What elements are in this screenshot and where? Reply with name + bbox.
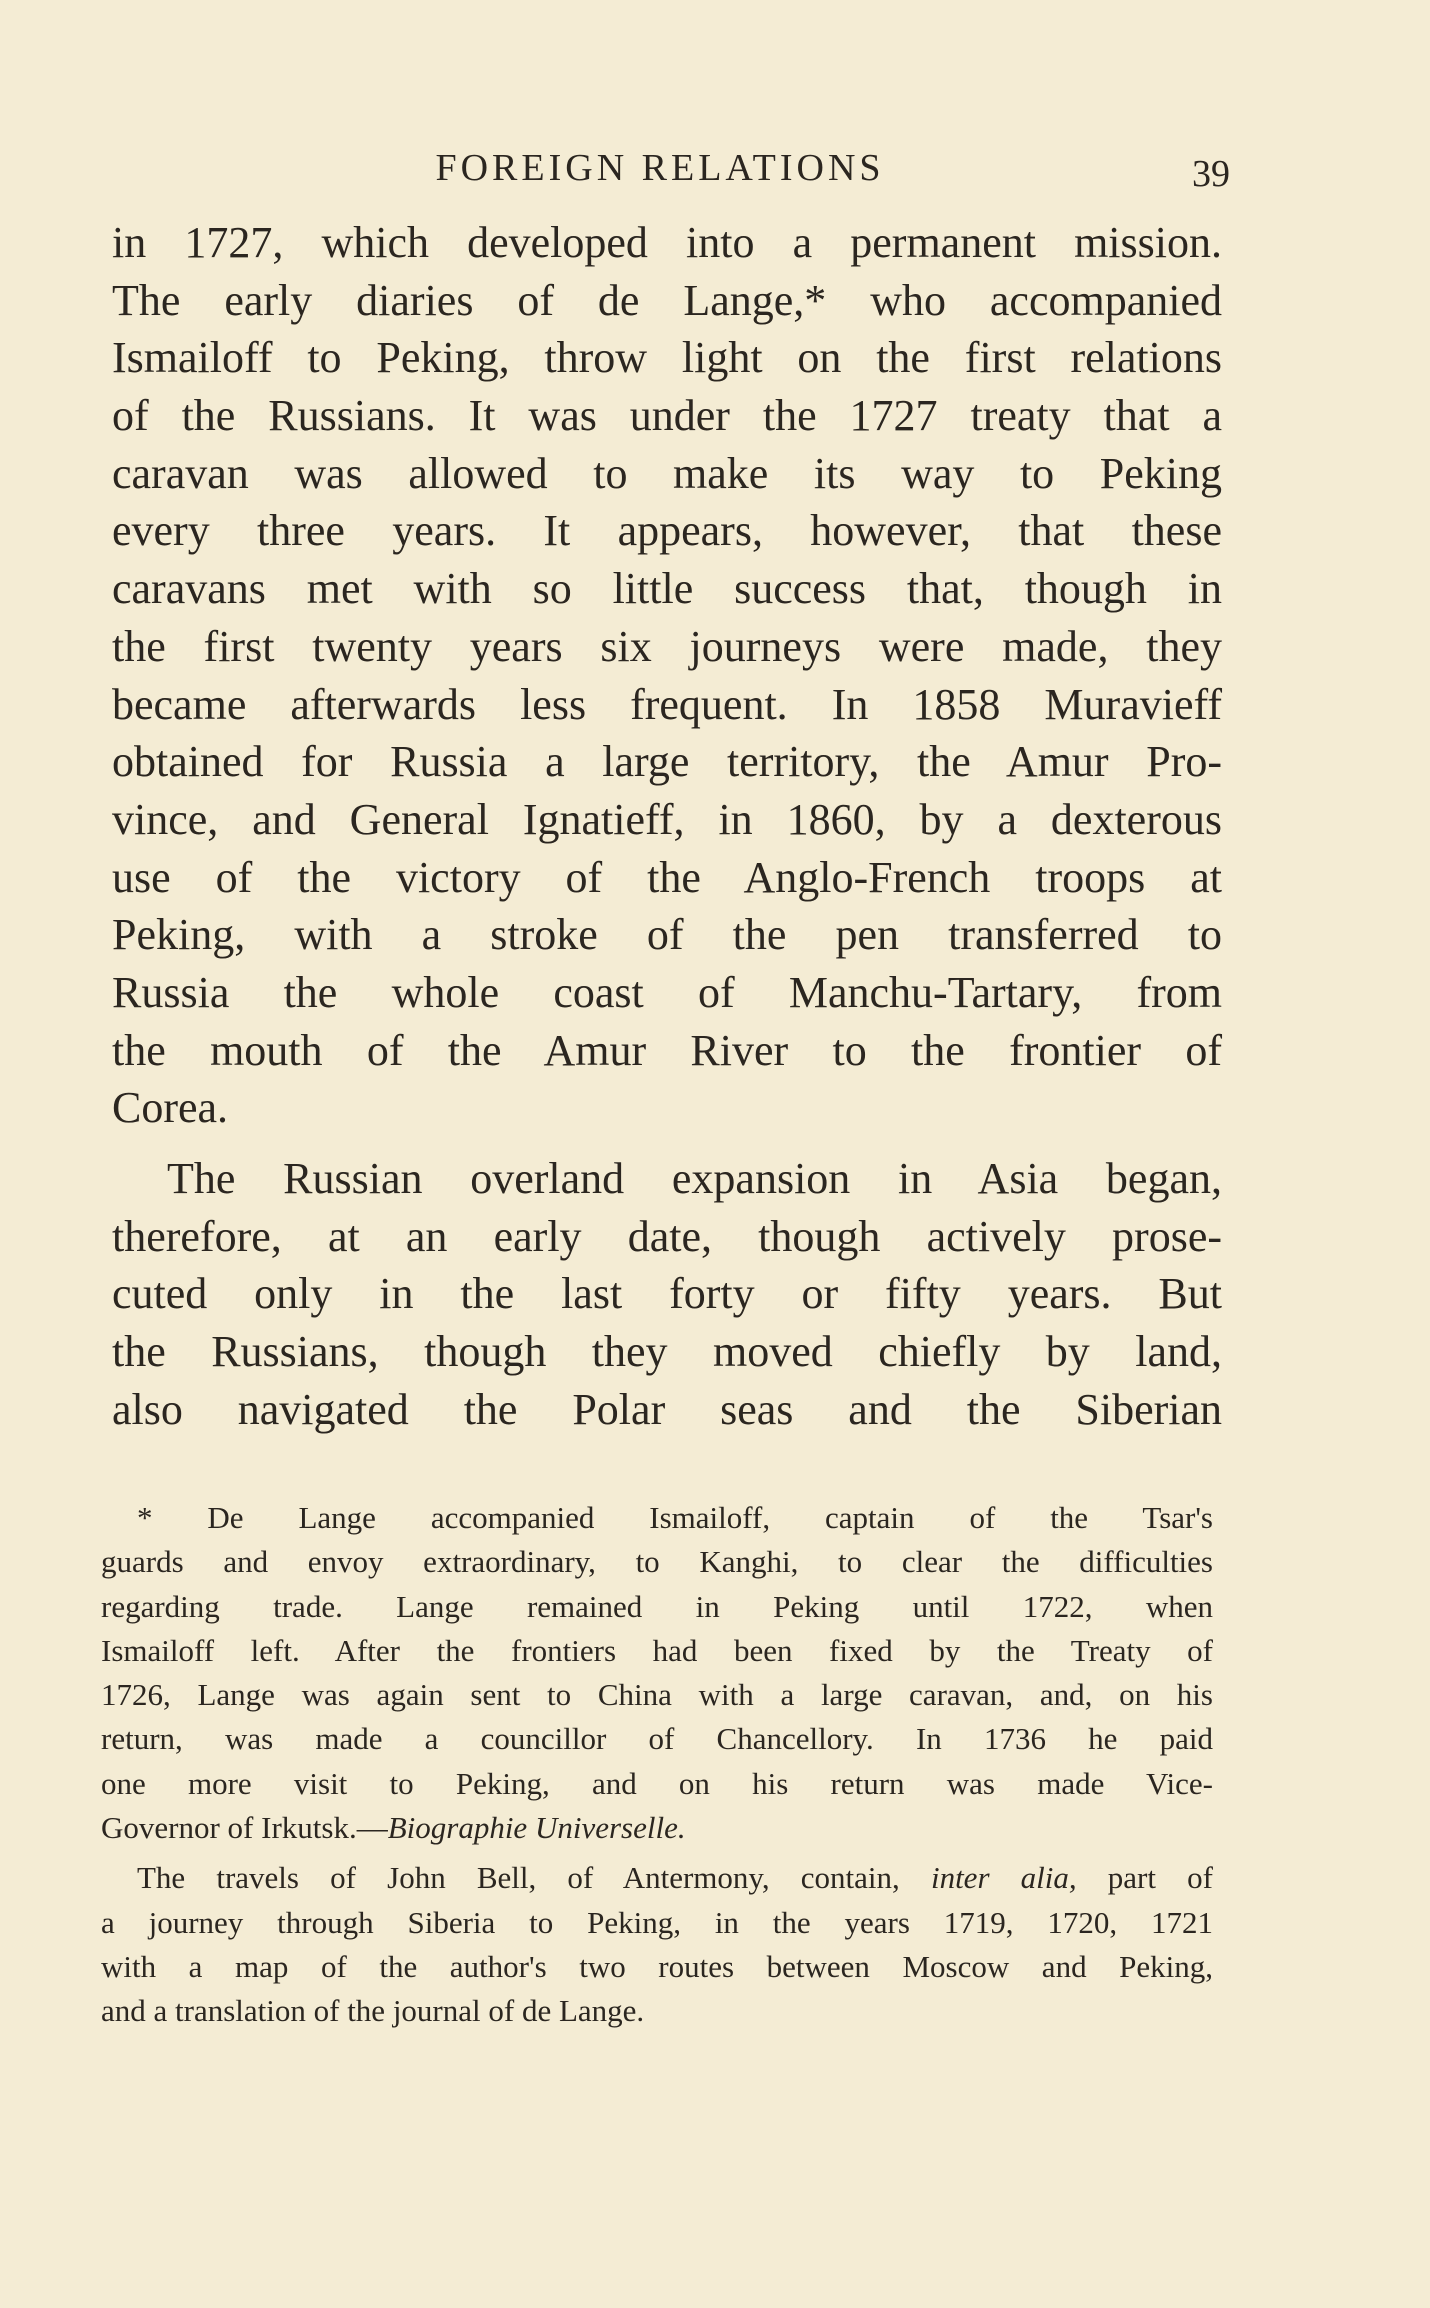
text-line: of the Russians. It was under the 1727 treaty that a: [112, 391, 1222, 441]
paragraph-1: [112, 214, 1222, 1137]
running-head: [0, 146, 1430, 196]
footnote-line: 1726, Lange was again sent to China with a large caravan, and, on his: [101, 1677, 1213, 1713]
footnote-line: a journey through Siberia to Peking, in the years 1719, 1720, 1721: [101, 1904, 1213, 1940]
text-line: vince, and General Ignatieff, in 1860, by a dexterous: [112, 794, 1222, 844]
citation-title: Biographie Universelle.: [387, 1810, 686, 1846]
text-line: became afterwards less frequent. In 1858 Muravieff: [112, 679, 1222, 729]
footnote-line: and a translation of the journal of de Lange.: [101, 1993, 645, 2029]
text-line: obtained for Russia a large territory, the Amur Pro-: [112, 737, 1222, 787]
footnote-line: * De Lange accompanied Ismailoff, captain of the Tsar's: [137, 1500, 1213, 1535]
text-line: caravans met with so little success that, though in: [112, 564, 1222, 614]
footnote-line: return, was made a councillor of Chancellory. In 1736 he paid: [101, 1721, 1213, 1757]
footnote-line: one more visit to Peking, and on his return was made Vice-: [101, 1765, 1213, 1801]
footnote-line: with a map of the author's two routes between Moscow and Peking,: [101, 1948, 1213, 1984]
footnote-line: [101, 1856, 1213, 1900]
text-line: Corea.: [112, 1083, 229, 1133]
footnote-line: regarding trade. Lange remained in Peking until 1722, when: [101, 1588, 1213, 1624]
page-number: 39: [1192, 153, 1230, 195]
text-line: cuted only in the last forty or fifty years. But: [112, 1269, 1222, 1319]
latin-phrase: inter alia,: [930, 1860, 1077, 1896]
text-line: the mouth of the Amur River to the frontier of: [112, 1025, 1222, 1075]
footnote-2: [101, 1856, 1213, 2033]
text-line: The Russian overland expansion in Asia began,: [167, 1154, 1222, 1203]
footnote-1: [101, 1496, 1213, 1850]
footnote-line: guards and envoy extraordinary, to Kanghi, to clear the difficulties: [101, 1544, 1213, 1580]
text-line: in 1727, which developed into a permanent mission.: [112, 218, 1222, 267]
text-line: every three years. It appears, however, that these: [112, 506, 1222, 556]
text-line: Ismailoff to Peking, throw light on the first relations: [112, 333, 1222, 383]
footnote-text: part of: [1076, 1860, 1213, 1896]
footnotes: [101, 1496, 1213, 2034]
text-line: therefore, at an early date, though actively prose-: [112, 1211, 1222, 1261]
footnote-text: The travels of John Bell, of Antermony, contain,: [137, 1860, 931, 1896]
text-line: also navigated the Polar seas and the Siberian: [112, 1384, 1222, 1434]
text-line: The early diaries of de Lange,* who accompanied: [112, 275, 1222, 325]
paragraph-2: [112, 1150, 1222, 1438]
text-line: Peking, with a stroke of the pen transferred to: [112, 910, 1222, 960]
text-line: the first twenty years six journeys were made, they: [112, 621, 1222, 671]
footnote-text: Governor of Irkutsk.—: [101, 1810, 388, 1846]
text-line: use of the victory of the Anglo-French troops at: [112, 852, 1222, 902]
text-line: Russia the whole coast of Manchu-Tartary, from: [112, 967, 1222, 1017]
text-line: caravan was allowed to make its way to Peking: [112, 448, 1222, 498]
footnote-line: [101, 1806, 1213, 1850]
text-line: the Russians, though they moved chiefly by land,: [112, 1327, 1222, 1377]
footnote-line: Ismailoff left. After the frontiers had been fixed by the Treaty of: [101, 1632, 1213, 1668]
running-title: FOREIGN RELATIONS: [435, 147, 885, 189]
